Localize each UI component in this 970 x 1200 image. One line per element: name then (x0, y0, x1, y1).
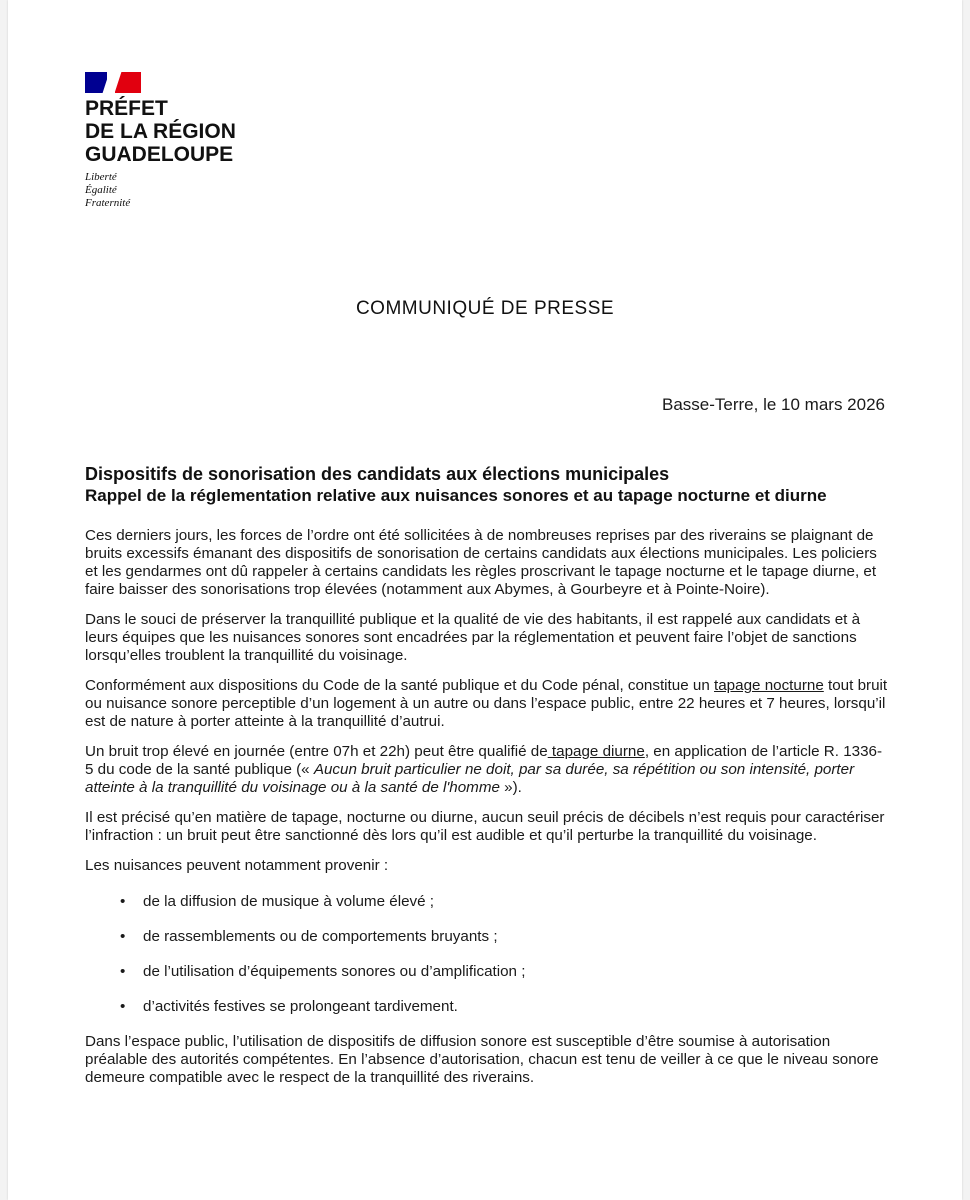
paragraph-6: Les nuisances peuvent notamment provenir : (85, 857, 389, 874)
list-item: • d’activités festives se prolongeant tardivement. (120, 998, 458, 1015)
motto-line: Fraternité (85, 197, 131, 209)
prefecture-name-line: GUADELOUPE (85, 143, 234, 166)
paragraph-5: Il est précisé qu’en matière de tapage, nocturne ou diurne, aucun seuil précis de décibels n’est requis pour caractériser l’infraction : un bruit peut être sanctionné dès lors qu’il est audible et qu’il perturbe la tranquillité du voisinage. (85, 809, 885, 844)
law-quote: Aucun bruit particulier ne doit, par sa durée, sa répétition ou son intensité, porter atteinte à la tranquillité du voisinage ou à la santé de l'homme (85, 761, 855, 796)
list-item: • de la diffusion de musique à volume élevé ; (120, 893, 434, 910)
list-item: • de l’utilisation d’équipements sonores ou d’amplification ; (120, 963, 526, 980)
paragraph-1: Ces derniers jours, les forces de l’ordre ont été sollicitées à de nombreuses reprises par des riverains se plaignant de bruits excessifs émanant des dispositifs de sonorisation de certains candidats aux élections municipales. Les policiers et les gendarmes ont dû rappeler à certains candidats les règles proscrivant le tapage nocturne et le tapage diurne, et faire baisser des sonorisations trop élevées (notamment aux Abymes, à Gourbeyre et à Pointe-Noire). (85, 527, 877, 598)
prefecture-name-line: DE LA RÉGION (85, 120, 236, 143)
headline-title: Dispositifs de sonorisation des candidats aux élections municipales (85, 464, 670, 484)
bullet-icon: • (120, 928, 126, 945)
bullet-icon: • (120, 963, 126, 980)
motto-line: Liberté (85, 171, 117, 183)
paragraph-2: Dans le souci de préserver la tranquillité publique et la qualité de vie des habitants, il est rappelé aux candidats et à leurs équipes que les nuisances sonores sont encadrées par la réglementation et peuvent faire l’objet de sanctions lorsqu’elles troublent la tranquillité du voisinage. (85, 611, 861, 664)
prefecture-name (85, 97, 305, 166)
term-tapage-nocturne: tapage nocturne (714, 677, 824, 694)
paragraph-3: Conformément aux dispositions du Code de la santé publique et du Code pénal, constitue un tapage nocturne tout bruit ou nuisance sonore perceptible d’un logement à un autre ou dans l’espace public, entre 22 heures et 7 heures, lorsqu’il est de nature à porter atteinte à la tranquillité d’autrui. (85, 677, 888, 730)
date-line: Basse-Terre, le 10 mars 2026 (662, 395, 885, 414)
document-page (8, 0, 962, 1200)
term-tapage-diurne: tapage diurne (547, 743, 645, 760)
nuisance-list (85, 893, 890, 1016)
paragraph-7: Dans l’espace public, l’utilisation de dispositifs de diffusion sonore est susceptible d’être soumise à autorisation préalable des autorités compétentes. En l’absence d’autorisation, chacun est tenu de veiller à ce que le niveau sonore demeure compatible avec le respect de la tranquillité des riverains. (85, 1033, 879, 1086)
marianne-flag-icon (85, 72, 141, 93)
motto-line: Égalité (85, 184, 117, 196)
headline-subtitle: Rappel de la réglementation relative aux nuisances sonores et au tapage nocturne et diurne (85, 486, 827, 505)
headline (85, 463, 885, 507)
prefecture-name-line: PRÉFET (85, 97, 168, 120)
bullet-icon: • (120, 998, 126, 1015)
document-type-title: COMMUNIQUÉ DE PRESSE (355, 298, 615, 319)
list-item: • de rassemblements ou de comportements bruyants ; (120, 928, 498, 945)
paragraph-4: Un bruit trop élevé en journée (entre 07h et 22h) peut être qualifié de tapage diurne, en application de l’article R. 1336-5 du code de la santé publique (« Aucun bruit particulier ne doit, par sa durée, sa répétition ou son intensité, porter atteinte à la tranquillité du voisinage ou à la santé de l'homme »). (85, 743, 883, 796)
republic-motto (85, 171, 130, 210)
body-text (85, 527, 890, 1099)
bullet-icon: • (120, 893, 126, 910)
